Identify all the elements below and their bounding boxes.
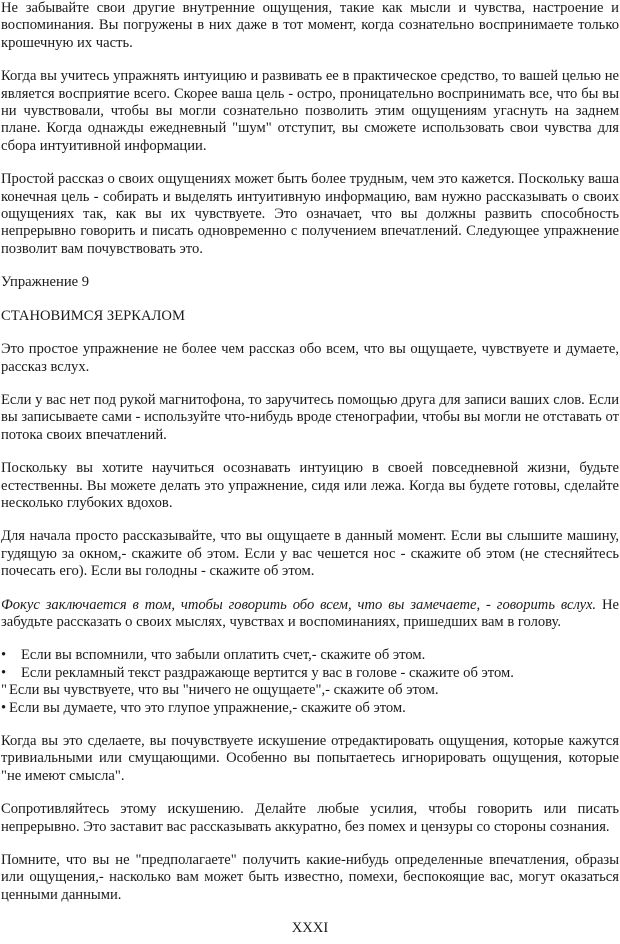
bullet-list bbox=[1, 647, 619, 717]
paragraph: Это простое упражнение не более чем рассказ обо всем, что вы ощущаете, чувствуете и думаете, рассказ вслух. bbox=[1, 341, 619, 375]
bullet-marker: • bbox=[1, 699, 7, 716]
list-item bbox=[1, 700, 619, 717]
list-item-text: Если вы вспомнили, что забыли оплатить счет,- скажите об этом. bbox=[21, 647, 426, 664]
list-item-text: Если рекламный текст раздражающе вертится у вас в голове - скажите об этом. bbox=[21, 664, 514, 681]
focus-italic: Фокус заключается в том, чтобы говорить обо всем, что вы замечаете, - говорить вслух. bbox=[1, 596, 597, 613]
paragraph: Помните, что вы не "предполагаете" получить какие-нибудь определенные впечатления, образы или ощущения,- насколько вам может быть известно, помехи, беспокоящие вас, могут оказаться ценными данными. bbox=[1, 852, 619, 903]
bullet-marker: • bbox=[1, 647, 7, 664]
paragraph: Если у вас нет под рукой магнитофона, то заручитесь помощью друга для записи ваших слов. Если вы записываете сами - используйте что-нибудь вроде стенографии, чтобы вы могли не отставать от потока своих впечатлений. bbox=[1, 391, 619, 443]
exercise-label: Упражнение 9 bbox=[1, 274, 90, 291]
list-item bbox=[1, 647, 619, 664]
paragraph: Не забывайте свои другие внутренние ощущения, такие как мысли и чувства, настроение и воспоминания. Вы погружены в них даже в тот момент, когда сознательно воспринимаете только крошечную их часть. bbox=[1, 0, 619, 51]
paragraph: Когда вы это сделаете, вы почувствуете искушение отредактировать ощущения, которые кажутся тривиальными или смущающими. Особенно вы попытаетесь игнорировать ощущения, которые "не имеют смысла". bbox=[1, 733, 619, 784]
list-item bbox=[1, 665, 619, 682]
focus-rest: Не забудьте рассказать о своих мыслях, чувствах и воспоминаниях, пришедших вам в голову. bbox=[1, 596, 619, 630]
paragraph: Для начала просто рассказывайте, что вы ощущаете в данный момент. Если вы слышите машину, гудящую за окном,- скажите об этом. Если у вас чешется нос - скажите об этом (не стесняйтесь почесать его). Если вы голодны - скажите об этом. bbox=[1, 528, 619, 580]
paragraph: Простой рассказ о своих ощущениях может быть более трудным, чем это кажется. Поскольку ваша конечная цель - собирать и выделять интуитивную информацию, вам нужно рассказывать о своих ощущениях так, как вы их чувствуете. Это означает, что вы должны развить способность непрерывно говорить и писать одновременно с получением впечатлений. Следующее упражнение позволит вам почувствовать это. bbox=[1, 171, 619, 257]
focus-paragraph bbox=[1, 597, 619, 632]
paragraph: Сопротивляйтесь этому искушению. Делайте любые усилия, чтобы говорить или писать непрерывно. Это заставит вас рассказывать аккуратно, без помех и цензуры со стороны сознания. bbox=[1, 801, 619, 835]
list-item-text: Если вы думаете, что это глупое упражнение,- скажите об этом. bbox=[9, 699, 406, 716]
bullet-marker: " bbox=[1, 682, 7, 699]
paragraph: Поскольку вы хотите научиться осознавать интуицию в своей повседневной жизни, будьте естественны. Вы можете делать это упражнение, сидя или лежа. Когда вы будете готовы, сделайте несколько глубоких вдохов. bbox=[1, 460, 619, 511]
list-item-text: Если вы чувствуете, что вы "ничего не ощущаете",- скажите об этом. bbox=[9, 682, 439, 699]
page-number: XXXI bbox=[291, 920, 329, 937]
bullet-marker: • bbox=[1, 664, 7, 681]
paragraph: Когда вы учитесь упражнять интуицию и развивать ее в практическое средство, то вашей целью не является восприятие всего. Скорее ваша цель - остро, проницательно воспринимать все, что бы вы ни чувствовали, чтобы вы могли сознательно позволить этим ощущениям угаснуть на заднем плане. Когда однажды ежедневный "шум" отступит, вы сможете использовать свои чувства для сбора интуитивной информации. bbox=[1, 68, 619, 154]
list-item bbox=[1, 682, 619, 699]
exercise-title: СТАНОВИМСЯ ЗЕРКАЛОМ bbox=[1, 307, 185, 324]
